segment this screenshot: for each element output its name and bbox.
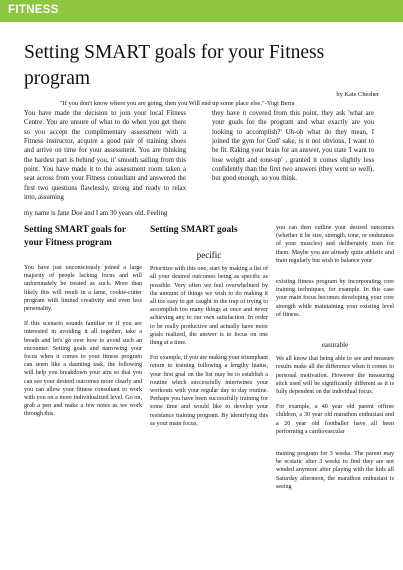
author-byline: by Kate Chesher: [336, 91, 379, 98]
intro-paragraph-right: they have it covered from this point, they ask 'what are your goals for the program and what exactly are you looking to accomplish?' Uh-oh what do they mean, I joined the gym for God' sake, is it not obvious, I want to be fit. Raking your brain for an answer, you state 'I want to lose weight and tone-up' , granted it comes slightly less confidently than the first two answers (they went so well), but good enough, so you think.: [212, 110, 374, 183]
column-2-paragraph: Prioritize with this one, start by making a list of all your desired outcomes being as specific as possible. Very often we feel overwhelmed by the amount of things we wish to do making it all too easy to get caught in the trap of trying to accomplish too many things at once and never achieving any to our own satisfaction. In order to be really productive and actually have more goals realized, the answer is to focus on one thing at a time.: [150, 266, 268, 347]
column-1-heading: Setting SMART goals for your Fitness program: [24, 225, 126, 248]
column-2-heading: Setting SMART goals: [150, 225, 238, 235]
column-1-paragraph: If this scenario sounds familiar or if you are interested in avoiding it all together, take a breath and let's go over how to avoid such an encounter. Setting goals and narrowing your focus when it comes to your fitness program can seem like a daunting task, the following will help you breakdown your aim so that you can see your desired outcomes more clearly and you can allow your fitness consultant to work with you on a more individualized level. Go on, grab a pen and make a few notes as we work through this.: [24, 321, 142, 418]
column-3-paragraph: existing fitness program by incorporating core training techniques, for example. In this case your main focus becomes developing your core strength while maintaining your existing level of fitness.: [276, 279, 394, 318]
column-3-paragraph: We all know that being able to see and measure results make all the difference when it comes to personal motivation. However the measuring stick used will be significantly different as it is fully dependent on the individual focus.: [276, 356, 394, 396]
intro-continuation: my name is Jane Doe and I am 30 years old. Feeling: [24, 210, 168, 217]
measurable-subheading: easurable: [321, 341, 349, 350]
column-2-paragraph: For example, if you are making your triumphant return to training following a lengthy hiatus, your first goal on the list may be to establish a routine which successfully intertwines your workouts with your regular day to day routine. Perhaps you have been successfully training for some time and would like to develop your resistance training program. By identifying this as your main focus,: [150, 355, 268, 427]
intro-paragraph-left: You have made the decision to join your local Fitness Centre. You are unsure of what to do when you get there so you accept the complimentary assessment with a Fitness instructor, acquire a good pair of training shoes and arrive on time for your assessment. You are thinking the hardest part is behind you, it' smooth sailing from this point. You have made it to the assessment room taken a seat across from your Fitness consultant and answered the first two questions flawlessly, strong and ready to relax into, assuming: [24, 110, 186, 202]
column-3: [276, 224, 394, 498]
column-2: [150, 224, 268, 435]
article-title: Setting SMART goals for your Fitness program: [24, 42, 325, 89]
column-3-paragraph: For example, a 40 year old parent offtree children, a 30 year old marathon enthusiast and a 20 year old footballer have all been performing a cardiovascular: [276, 404, 394, 435]
column-3-paragraph: you can then outline your desired outcomes (whether it be size, strength, tone, or endurance of your muscles) and deliberately train for them. Maybe you are already quite athletic and train regularly but wish to balance your: [276, 225, 394, 264]
column-3-paragraph: training program for 3 weeks. The parent may be ecstatic after 3 weeks to find they are not winded anymore after playing with the kids all Saturday afternoon, the marathon enthusiast is seeing: [276, 451, 394, 490]
specific-subheading: pecific: [196, 250, 222, 260]
column-1: [24, 224, 142, 426]
header-bar: [0, 0, 403, 22]
section-label: FITNESS: [8, 4, 59, 16]
epigraph-quote: "If you don't know where you are going, then you Will end up some place else."-Yogi Berra: [60, 100, 295, 107]
column-1-paragraph: You have just unconsciously joined a large majority of people lacking focus and will unfortunately be treated as such. More than likely this will result in a lame, cookie-cutter program with limited creativity and even less personality.: [24, 265, 142, 313]
